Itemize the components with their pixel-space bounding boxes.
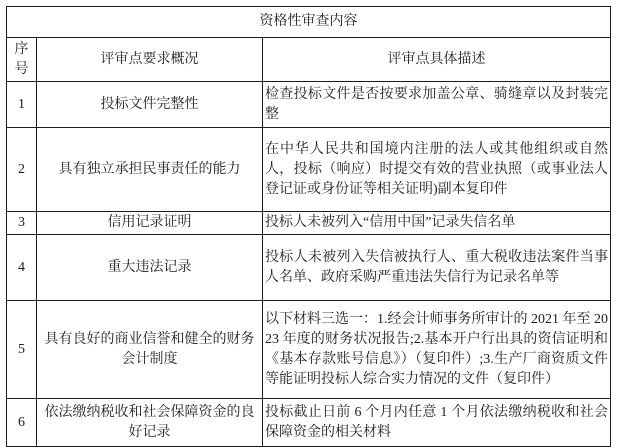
row-number-cell: 4	[7, 235, 37, 301]
table-row	[7, 128, 611, 212]
row-number-cell: 2	[7, 128, 37, 212]
table-title: 资格性审查内容	[7, 7, 611, 38]
row-number-cell: 5	[7, 301, 37, 399]
table-row	[7, 301, 611, 399]
table-header-row	[7, 38, 611, 82]
table-row	[7, 399, 611, 447]
row-overview-cell: 具有良好的商业信誉和健全的财务会计制度	[37, 301, 263, 399]
table-row	[7, 212, 611, 235]
row-description-cell: 检查投标文件是否按要求加盖公章、骑缝章以及封装完整	[263, 82, 611, 128]
row-overview-cell: 重大违法记录	[37, 235, 263, 301]
column-header-overview: 评审点要求概况	[37, 38, 263, 82]
row-number-cell: 3	[7, 212, 37, 235]
column-header-description: 评审点具体描述	[263, 38, 611, 82]
row-description-cell: 投标截止日前 6 个月内任意 1 个月依法缴纳税收和社会保障资金的相关材料	[263, 399, 611, 447]
table-title-row	[7, 7, 611, 38]
row-description-cell: 投标人未被列入失信被执行人、重大税收违法案件当事人名单、政府采购严重违法失信行为记录名单等	[263, 235, 611, 301]
row-number-cell: 1	[7, 82, 37, 128]
table-row	[7, 82, 611, 128]
qualification-review-table	[6, 6, 611, 447]
row-description-cell: 以下材料三选一：1.经会计师事务所审计的 2021 年至 2023 年度的财务状况报告;2.基本开户行出具的资信证明和《基本存款账号信息》）（复印件）;3.生产厂商资质文件等能证明投标人综合实力情况的文件（复印件）	[263, 301, 611, 399]
row-description-cell: 在中华人民共和国境内注册的法人或其他组织或自然人，投标（响应）时提交有效的营业执照（或事业法人登记证或身份证等相关证明)副本复印件	[263, 128, 611, 212]
row-overview-cell: 具有独立承担民事责任的能力	[37, 128, 263, 212]
row-overview-cell: 依法缴纳税收和社会保障资金的良好记录	[37, 399, 263, 447]
row-number-cell: 6	[7, 399, 37, 447]
column-header-no: 序号	[7, 38, 37, 82]
table-row	[7, 235, 611, 301]
row-description-cell: 投标人未被列入“信用中国”记录失信名单	[263, 212, 611, 235]
row-overview-cell: 投标文件完整性	[37, 82, 263, 128]
row-overview-cell: 信用记录证明	[37, 212, 263, 235]
